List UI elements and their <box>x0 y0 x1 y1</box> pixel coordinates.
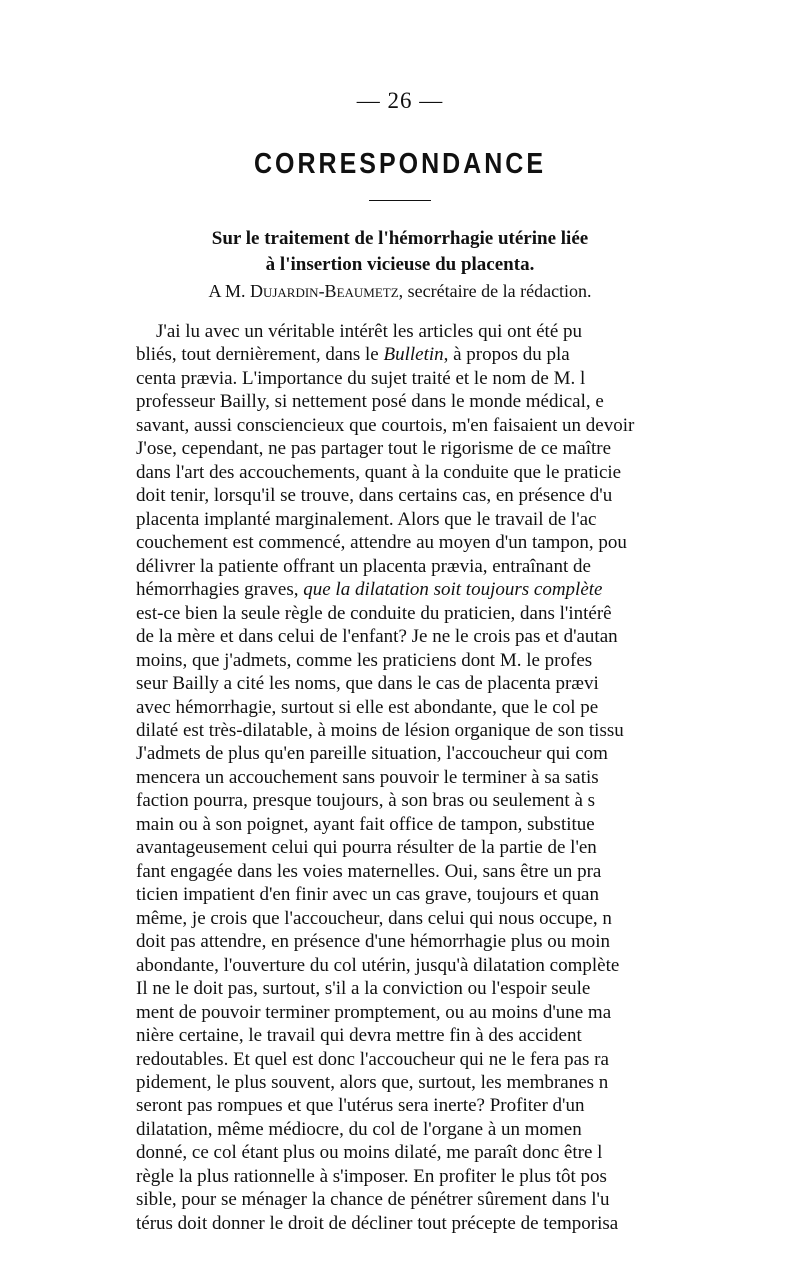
text-line: de la mère et dans celui de l'enfant? Je ne le crois pas et d'autan <box>136 626 618 648</box>
text-line: térus doit donner le droit de décliner tout précepte de temporisa <box>136 1212 619 1234</box>
text-line: ticien impatient d'en finir avec un cas grave, toujours et quan <box>136 884 599 906</box>
text-line: bliés, tout dernièrement, dans le Bulletin, à propos du pla <box>136 344 570 366</box>
text-line: règle la plus rationnelle à s'imposer. En profiter le plus tôt pos <box>136 1165 607 1187</box>
addressee-name: Dujardin-Beaumetz, <box>249 281 404 301</box>
text-line: nière certaine, le travail qui devra mettre fin à des accident <box>136 1025 582 1047</box>
text-line: délivrer la patiente offrant un placenta prævia, entraînant de <box>136 555 591 577</box>
text-line: seur Bailly a cité les noms, que dans le cas de placenta prævi <box>136 673 599 695</box>
text-line: savant, aussi consciencieux que courtois, m'en faisaient un devoir <box>136 414 635 436</box>
subtitle-line-2: à l'insertion vicieuse du placenta. <box>265 254 535 275</box>
text-line: J'ai lu avec un véritable intérêt les articles qui ont été pu <box>156 321 583 342</box>
subtitle-line-1: Sur le traitement de l'hémorrhagie utérine liée <box>211 228 589 249</box>
title-divider <box>369 200 431 201</box>
text-line: avantageusement celui qui pourra résulter de la partie de l'en <box>136 837 597 859</box>
text-line: moins, que j'admets, comme les praticiens dont M. le profes <box>136 649 593 671</box>
section-title: CORRESPONDANCE <box>253 147 547 181</box>
text-line: J'admets de plus qu'en pareille situation, l'accoucheur qui com <box>136 743 608 765</box>
text-line: sible, pour se ménager la chance de pénétrer sûrement dans l'u <box>136 1189 610 1211</box>
text-line: doit pas attendre, en présence d'une hémorrhagie plus ou moin <box>136 931 611 953</box>
text-line: avec hémorrhagie, surtout si elle est abondante, que le col pe <box>136 696 599 718</box>
addressee-line <box>60 281 740 302</box>
text-line: est-ce bien la seule règle de conduite du praticien, dans l'intérê <box>136 602 612 624</box>
text-line: dilatation, même médiocre, du col de l'organe à un momen <box>136 1118 582 1140</box>
text-line: main ou à son poignet, ayant fait office de tampon, substitue <box>136 813 595 835</box>
text-line: fant engagée dans les voies maternelles. Oui, sans être un pra <box>136 860 602 882</box>
text-line: centa prævia. L'importance du sujet traité et le nom de M. l <box>136 367 586 389</box>
text-line: J'ose, cependant, ne pas partager tout le rigorisme de ce maître <box>136 438 612 460</box>
text-line: seront pas rompues et que l'utérus sera inerte? Profiter d'un <box>136 1095 585 1117</box>
text-line: doit tenir, lorsqu'il se trouve, dans certains cas, en présence d'u <box>136 485 613 507</box>
addressee-role: secrétaire de la rédaction. <box>407 281 592 301</box>
text-line: faction pourra, presque toujours, à son bras ou seulement à s <box>136 790 596 812</box>
text-line: redoutables. Et quel est donc l'accoucheur qui ne le fera pas ra <box>136 1048 609 1070</box>
text-line: couchement est commencé, attendre au moyen d'un tampon, pou <box>136 532 627 554</box>
text-line: donné, ce col étant plus ou moins dilaté, me paraît donc être l <box>136 1142 603 1164</box>
text-line: abondante, l'ouverture du col utérin, jusqu'à dilatation complète <box>136 954 620 976</box>
text-line: ment de pouvoir terminer promptement, ou au moins d'une ma <box>136 1001 612 1023</box>
text-line: hémorrhagies graves, que la dilatation soit toujours complète <box>136 579 603 601</box>
addressee-prefix: A M. <box>208 281 246 301</box>
letter-body <box>136 320 676 1235</box>
text-line: mencera un accouchement sans pouvoir le terminer à sa satis <box>136 766 599 788</box>
text-line: même, je crois que l'accoucheur, dans celui qui nous occupe, n <box>136 907 612 929</box>
text-line: professeur Bailly, si nettement posé dans le monde médical, e <box>136 391 604 413</box>
text-line: dilaté est très-dilatable, à moins de lésion organique de son tissu <box>136 719 624 741</box>
text-line: dans l'art des accouchements, quant à la conduite que le praticie <box>136 461 622 483</box>
page-number: — 26 — <box>356 88 444 113</box>
text-line: placenta implanté marginalement. Alors que le travail de l'ac <box>136 508 597 530</box>
text-line: pidement, le plus souvent, alors que, surtout, les membranes n <box>136 1072 609 1093</box>
text-line: Il ne le doit pas, surtout, s'il a la conviction ou l'espoir seule <box>136 978 591 1000</box>
article-subtitle <box>60 226 740 278</box>
